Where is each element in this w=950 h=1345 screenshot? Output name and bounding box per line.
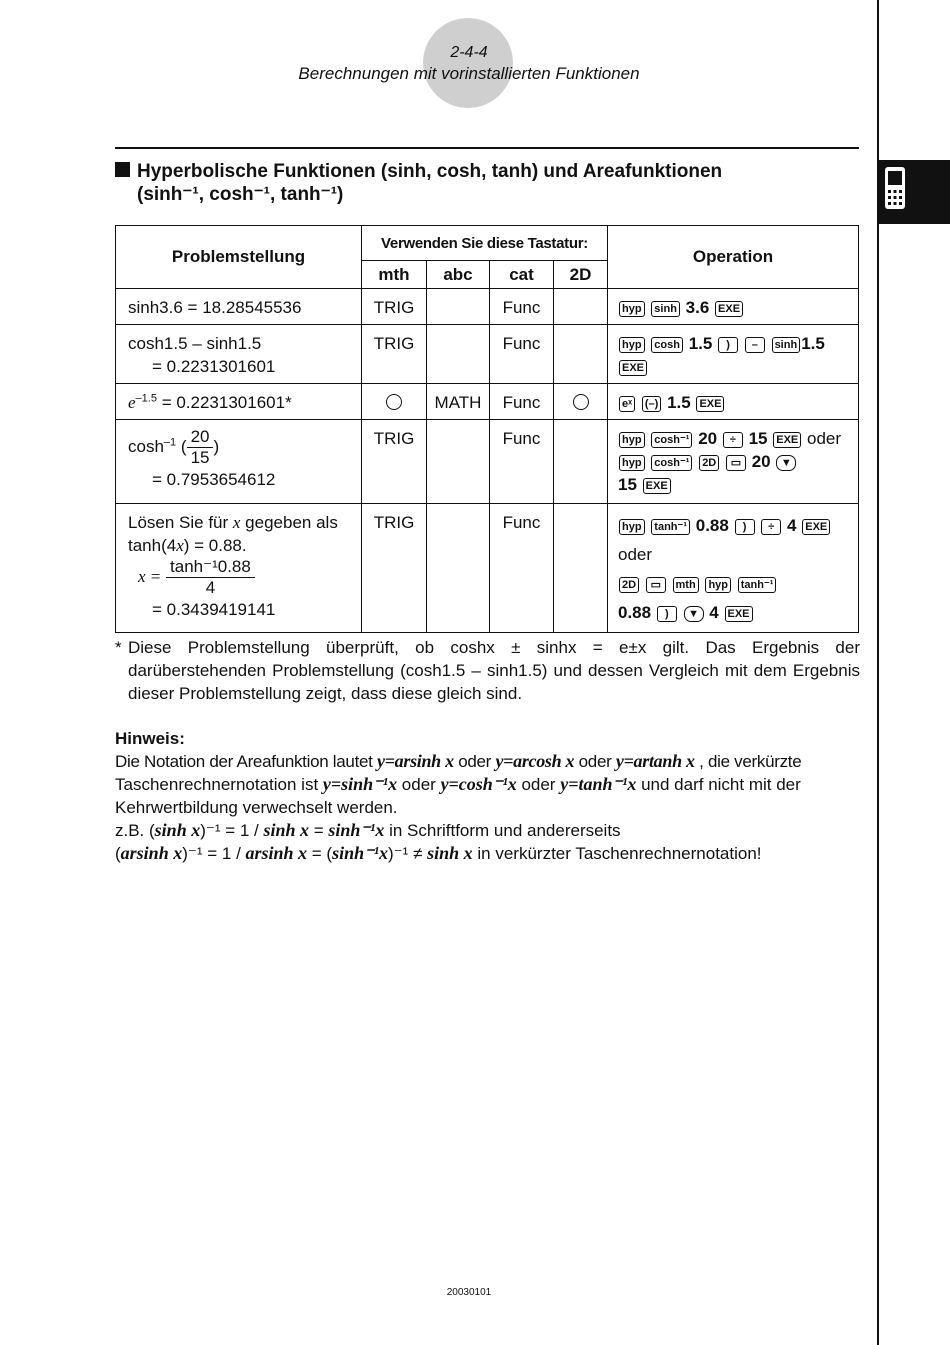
header-cat: cat [490,261,554,289]
header-operation: Operation [608,226,859,289]
page-number-circle [423,18,513,108]
section-title: Hyperbolische Funktionen (sinh, cosh, tanh) und Areafunktionen (sinh⁻¹, cosh⁻¹, tanh⁻¹) [115,160,860,206]
function-table [115,225,859,633]
hyp-key: hyp [619,455,645,471]
hyp-key: hyp [619,301,645,317]
cosh-inverse-key: cosh⁻¹ [651,432,692,448]
page-number: 2-4-4 [450,44,488,61]
exe-key: EXE [643,478,671,494]
right-paren-key: ) [657,606,677,622]
square-bullet-icon [115,162,130,177]
right-paren-key: ) [718,337,738,353]
circle-mark-icon [386,394,402,410]
exe-key: EXE [802,519,830,535]
exe-key: EXE [715,301,743,317]
footer-code: 20030101 [446,1287,492,1298]
exp-key: eˣ [619,396,635,412]
exe-key: EXE [773,432,801,448]
fraction-template-icon: ▭ [646,577,666,593]
hyp-key: hyp [619,519,645,535]
table-row: sinh3.6 = 18.28545536 TRIG Func hyp sinh 3.6 EXE [116,289,859,325]
cursor-down-icon: ▼ [684,606,704,622]
top-divider [115,147,859,149]
cosh-inverse-key: cosh⁻¹ [651,455,692,471]
header-2d: 2D [554,261,608,289]
cosh-key: cosh [651,337,683,353]
negative-key: (–) [642,396,661,412]
cursor-down-icon: ▼ [776,455,796,471]
hyp-key: hyp [619,432,645,448]
tanh-inverse-key: tanh⁻¹ [651,519,690,535]
sinh-key: sinh [651,301,680,317]
2d-key: 2D [699,455,719,471]
calculator-icon [884,166,906,210]
circle-mark-icon [573,394,589,410]
hyp-key: hyp [705,577,731,593]
divide-key: ÷ [761,519,781,535]
header-problem: Problemstellung [116,226,362,289]
page-title: Berechnungen mit vorinstallierten Funktionen [298,64,640,83]
right-paren-key: ) [735,519,755,535]
table-row: $\cosh^{-1}$ ( $\frac{20}{15}$) = 0.7953654612 TRIG Func hyp cosh⁻¹ 20 ÷ 15 EXE oder hyp cosh⁻¹ 2D ▭ 20 ▼ 15 EXE [116,420,859,504]
table-row: $e^{-1.5} = 0.2231301601*$ MATH Func eˣ (–) 1.5 EXE [116,384,859,420]
divide-key: ÷ [723,432,743,448]
exe-key: EXE [619,360,647,376]
header-keyboard: Verwenden Sie diese Tastatur: [362,226,608,261]
header-mth: mth [362,261,427,289]
hint-block: Hinweis: Die Notation der Areafunktion lautet y=arsinh x oder y=arcosh x oder y=artanh x , die verkürzte Taschenrechnernotation ist y=sinh⁻¹x oder y=cosh⁻¹x oder y=tanh⁻¹x und darf nicht mit der Kehrwertbildung verwechselt werden. z.B. (sinh x)⁻¹ = 1 / sinh x = sinh⁻¹x in Schriftform und andererseits (arsinh x)⁻¹ = 1 / arsinh x = (sinh⁻¹x)⁻¹ ≠ sinh x in verkürzter Taschenrechnernotation! [115,727,860,865]
tanh-inverse-key: tanh⁻¹ [738,577,777,593]
table-row: cosh1.5 – sinh1.5 = 0.2231301601 TRIG Func hyp cosh 1.5 ) – sinh 1.5 EXE [116,325,859,384]
mth-key: mth [673,577,699,593]
exe-key: EXE [696,396,724,412]
footnote: * Diese Problemstellung überprüft, ob coshx ± sinhx = e±x gilt. Das Ergebnis der darüberstehenden Problemstellung (cosh1.5 – sinh1.5) und dessen Vergleich mit dem Ergebnis dieser Problemstellung zeigt, dass diese gleich sind. [115,638,860,703]
minus-key: – [745,337,765,353]
table-row: Lösen Sie für x gegeben als tanh(4x) = 0.88. x = $\frac{\text{tanh⁻¹0.88}}{4}$ = 0.3439419141 TRIG Func hyp tanh⁻¹ 0.88 ) ÷ 4 EXE oder 2D ▭ mth hyp tanh⁻¹ 0.88 ) ▼ 4 EXE [116,504,859,633]
fraction-template-icon: ▭ [726,455,746,471]
hint-heading: Hinweis: [115,729,185,748]
header-abc: abc [427,261,490,289]
sinh-key: sinh [772,337,801,353]
2d-key: 2D [619,577,639,593]
exe-key: EXE [725,606,753,622]
hyp-key: hyp [619,337,645,353]
